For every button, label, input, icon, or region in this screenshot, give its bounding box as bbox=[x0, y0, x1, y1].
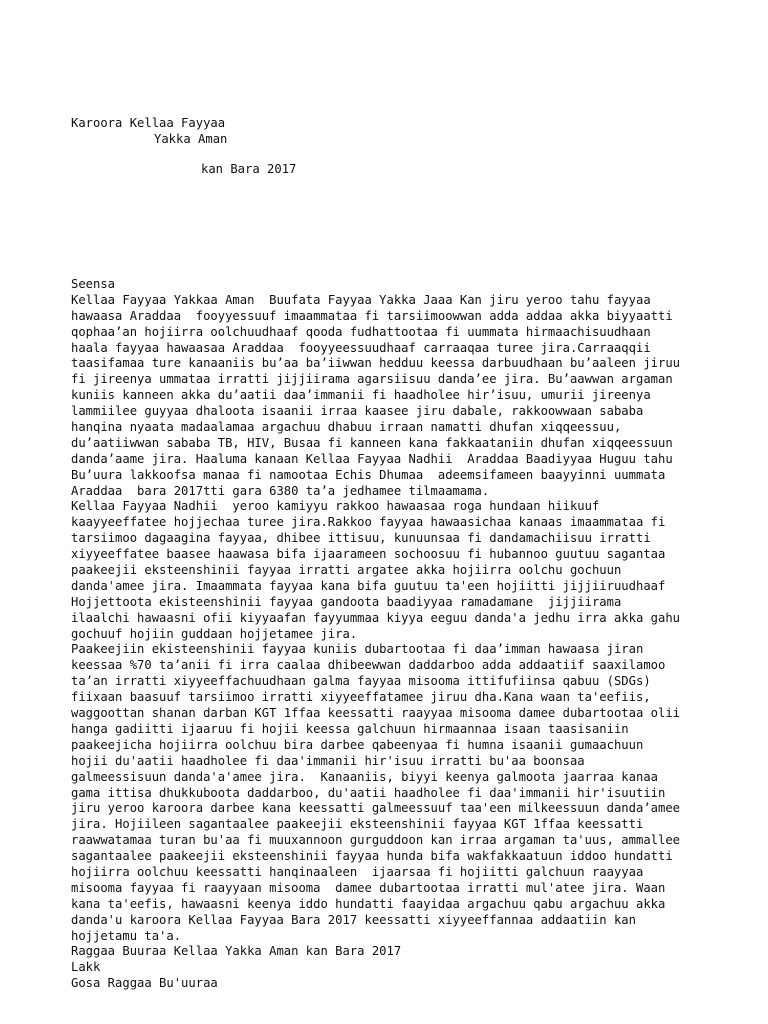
body-text-line: hojii du'aatii haadholee fi daa'immanii hir'isuu irratti bu'aa boonsaa bbox=[71, 753, 585, 768]
body-text-line: jira. Hojiileen sagantaalee paakeejii eksteenshinii fayyaa KGT 1ffaa keessatti bbox=[71, 817, 644, 832]
body-text-line: Hojjettoota ekisteenshinii fayyaa gandoota baadiyyaa ramadamane jijjiirama bbox=[71, 594, 622, 609]
body-text-line: gochuuf hojiin guddaan hojjetamee jira. bbox=[71, 626, 358, 641]
body-text-line: Lakk bbox=[71, 960, 101, 975]
body-text-line: Kellaa Fayyaa Yakkaa Aman Buufata Fayyaa Yakka Jaaa Kan jiru yeroo tahu fayyaa bbox=[71, 292, 651, 307]
body-text-line: fiixaan baasuuf tarsiimoo irratti xiyyeeffatamee jiruu dha.Kana waan ta'eefiis, bbox=[71, 690, 651, 705]
document-year: kan Bara 2017 bbox=[201, 162, 297, 176]
document-subtitle: Yakka Aman bbox=[154, 132, 228, 146]
body-text-line: qophaa’an hojiirra oolchuudhaaf qooda fudhattootaa fi uummata hirmaachisuudhaan bbox=[71, 324, 651, 339]
body-text-line: Kellaa Fayyaa Nadhii yeroo kamiyyu rakkoo hawaasaa roga hundaan hiikuuf bbox=[71, 499, 600, 514]
body-text-line: misooma fayyaa fi raayyaan misooma damee dubartootaa irratti mul'atee jira. Waan bbox=[71, 880, 666, 895]
body-text-line: keessaa %70 ta’anii fi irra caalaa dhibeewwan daddarboo adda addaatiif saaxilamoo bbox=[71, 658, 666, 673]
body-text-line: hanqina nyaata madaalamaa argachuu dhabuu irraan namatti dhufan xiqqeessuu, bbox=[71, 420, 622, 435]
body-text-line: Araddaa bara 2017tti gara 6380 ta’a jedhamee tilmaamama. bbox=[71, 483, 490, 498]
body-text-line: ilaalchi hawaasni ofii kiyyaafan fayyummaa kiyya eeguu danda'a jedhu irra akka gahu bbox=[71, 610, 681, 625]
body-text-line: du’aatiiwwan sababa TB, HIV, Busaa fi kanneen kana fakkaataniin dhufan xiqqeessuun bbox=[71, 435, 673, 450]
body-text-line: danda'u karoora Kellaa Fayyaa Bara 2017 keessatti xiyyeeffannaa addaatiin kan bbox=[71, 912, 636, 927]
body-text-line: Gosa Raggaa Bu'uuraa bbox=[71, 976, 218, 991]
body-text-line: fi jireenya ummataa irratti jijjiirama agarsiisuu danda’ee jira. Bu’aawwan argaman bbox=[71, 372, 673, 387]
body-text-line: kana ta'eefis, hawaasni keenya iddo hundatti faayidaa argachuu qabu argachuu akka bbox=[71, 896, 666, 911]
body-text-line: hawaasa Araddaa fooyyessuuf imaammataa fi tarsiimoowwan adda addaa akka biyyaatti bbox=[71, 308, 673, 323]
section-heading: Seensa bbox=[71, 277, 116, 291]
body-text-line: danda'amee jira. Imaammata fayyaa kana bifa guutuu ta'een hojiitti jijjiiruudhaaf bbox=[71, 578, 666, 593]
body-text-line: gama ittisa dhukkuboota daddarboo, du'aatii haadholee fi daa'immanii hir'isuutiin bbox=[71, 785, 666, 800]
body-text-line: hojjetamu ta'a. bbox=[71, 928, 182, 943]
body-text-line: danda’aame jira. Haaluma kanaan Kellaa Fayyaa Nadhii Araddaa Baadiyyaa Huguu tahu bbox=[71, 451, 673, 466]
body-text-line: ta’an irratti xiyyeeffachuudhaan galma fayyaa misooma ittifufiinsa qabuu (SDGs) bbox=[71, 674, 651, 689]
body-text-line: Bu’uura lakkoofsa manaa fi namootaa Echis Dhumaa adeemsifameen baayyinni uummata bbox=[71, 467, 666, 482]
body-text-line: xiyyeeffatee baasee haawasa bifa ijaarameen sochoosuu fi hubannoo guutuu sagantaa bbox=[71, 547, 666, 562]
body-text-line: paakeejii eksteenshinii fayyaa irratti argatee akka hojiirra oolchu gochuun bbox=[71, 563, 622, 578]
body-text-line: lammiilee guyyaa dhaloota isaanii irraa kaasee jiru dabale, rakkoowwaan sababa bbox=[71, 404, 644, 419]
body-text-line: sagantaalee paakeejii eksteenshinii fayyaa hunda bifa wakfakkaatuun iddoo hundatti bbox=[71, 849, 673, 864]
body-text-line: hojiirra oolchuu keessatti hanqinaaleen ijaarsaa fi hojiitti galchuun raayyaa bbox=[71, 864, 644, 879]
body-text-line: taasifamaa ture kanaaniis bu’aa ba’iiwwan hedduu keessa darbuudhaan bu’aaleen jiruu bbox=[71, 356, 681, 371]
body-text-line: kuniis kanneen akka du’aatii daa’immanii fi haadholee hir’isuu, umurii jireenya bbox=[71, 388, 651, 403]
body-text-line: kaayyeeffatee hojjechaa turee jira.Rakkoo fayyaa hawaasichaa kanaas imaammataa fi bbox=[71, 515, 666, 530]
body-text-line: paakeejicha hojiirra oolchuu bira darbee qabeenyaa fi humna isaanii gumaachuun bbox=[71, 737, 644, 752]
body-text-line: hanga gadiitti ijaaruu fi hojii keessa galchuun hirmaannaa isaan taasisaniin bbox=[71, 721, 629, 736]
body-text-line: tarsiimoo dagaagina fayyaa, dhibee ittisuu, kunuunsaa fi dandamachiisuu irratti bbox=[71, 531, 651, 546]
body-text-line: jiru yeroo karoora darbee kana keessatti galmeessuuf taa'een milkeessuun danda’amee bbox=[71, 801, 681, 816]
body-text-line: Raggaa Buuraa Kellaa Yakka Aman kan Bara 2017 bbox=[71, 944, 402, 959]
body-text-line: haala fayyaa hawaasaa Araddaa fooyyeessuudhaaf carraaqaa turee jira.Carraaqqii bbox=[71, 340, 651, 355]
body-text-line: raawwatamaa turan bu'aa fi muuxannoon gurguddoon kan irraa argaman ta'uus, ammallee bbox=[71, 833, 681, 848]
body-text-line: Paakeejiin ekisteenshinii fayyaa kuniis dubartootaa fi daa’imman hawaasa jiran bbox=[71, 642, 644, 657]
document-body bbox=[71, 277, 761, 992]
body-text-line: galmeessisuun danda'a'amee jira. Kanaaniis, biyyi keenya galmoota jaarraa kanaa bbox=[71, 769, 658, 784]
body-text-line: waggoottan shanan darban KGT 1ffaa keessatti raayyaa misooma damee dubartootaa olii bbox=[71, 706, 681, 721]
document-title: Karoora Kellaa Fayyaa bbox=[71, 116, 226, 130]
